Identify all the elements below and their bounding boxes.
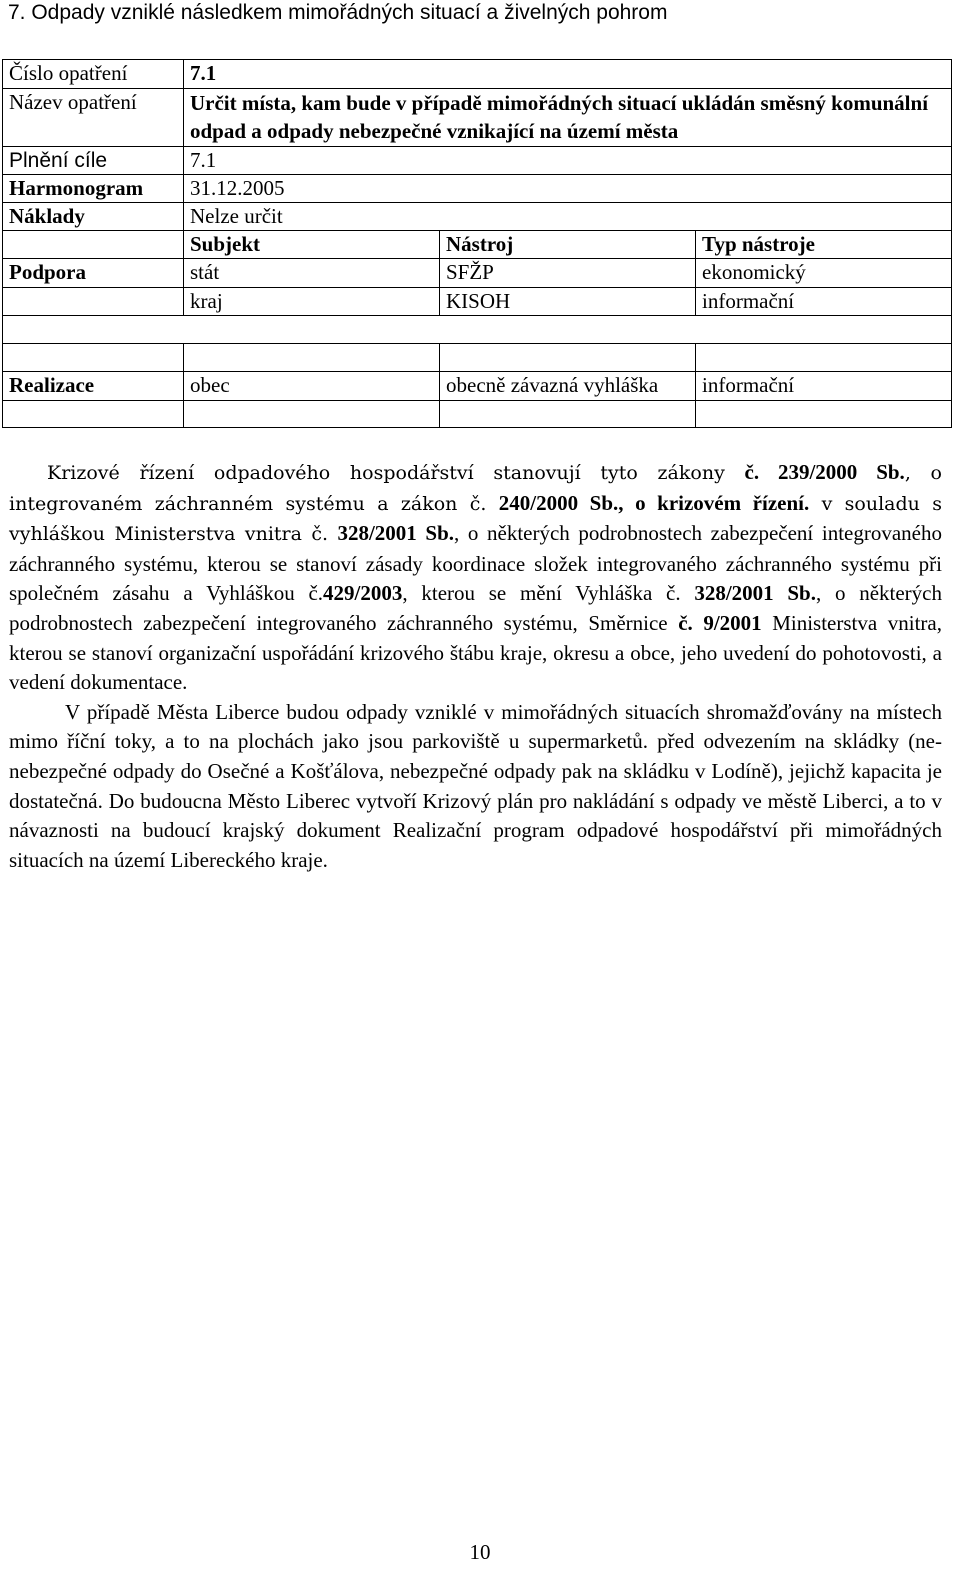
header-nastroj: Nástroj bbox=[440, 231, 696, 259]
row-empty bbox=[3, 401, 952, 428]
harmonogram-label: Harmonogram bbox=[3, 175, 184, 203]
empty-cell bbox=[696, 344, 952, 372]
podpora-label: Podpora bbox=[3, 259, 184, 288]
page-number: 10 bbox=[469, 1540, 491, 1564]
row-plneni bbox=[3, 147, 952, 175]
empty-cell bbox=[3, 316, 952, 344]
row-naklady bbox=[3, 203, 952, 231]
section-heading: 7. Odpady vzniklé následkem mimořádných situací a živelných pohrom bbox=[8, 1, 668, 24]
row-cislo bbox=[3, 60, 952, 89]
cislo-value: 7.1 bbox=[184, 60, 952, 89]
harmonogram-value: 31.12.2005 bbox=[184, 175, 952, 203]
empty-cell bbox=[440, 401, 696, 428]
podpora-nastroj: SFŽP bbox=[440, 259, 696, 288]
plneni-label: Plnění cíle bbox=[3, 147, 184, 175]
empty-cell bbox=[184, 344, 440, 372]
row-column-header bbox=[3, 231, 952, 259]
header-subjekt: Subjekt bbox=[184, 231, 440, 259]
row-empty bbox=[3, 316, 952, 344]
podpora-typ: ekonomický bbox=[696, 259, 952, 288]
body-text bbox=[9, 458, 942, 875]
row-nazev bbox=[3, 89, 952, 147]
header-typ: Typ nástroje bbox=[696, 231, 952, 259]
row-podpora-2 bbox=[3, 288, 952, 316]
nazev-label: Název opatření bbox=[3, 89, 184, 147]
row-harmonogram bbox=[3, 175, 952, 203]
nazev-value: Určit místa, kam bude v případě mimořádných situací ukládán směsný komunální odpad a odpady nebezpečné vznikající na území města bbox=[184, 89, 952, 147]
podpora-nastroj: KISOH bbox=[440, 288, 696, 316]
realizace-subjekt: obec bbox=[184, 372, 440, 401]
podpora-subjekt: kraj bbox=[184, 288, 440, 316]
empty-cell bbox=[440, 344, 696, 372]
empty-cell bbox=[696, 401, 952, 428]
naklady-value: Nelze určit bbox=[184, 203, 952, 231]
liberec-paragraph: V případě Města Liberce budou odpady vzniklé v mimořádných situacích shromažďovány na místech mimo říční toky, a to na plochách jako jsou parkoviště u supermarketů. před odvezením na skládky (ne-nebezpečné odpady do Osečné a Košťálova, nebezpečné odpady pak na skládku v Lodíně), jejichž kapacita je dostatečná. Do budoucna Město Liberec vytvoří Krizový plán pro nakládání s odpady ve městě Liberci, a to v návaznosti na budoucí krajský dokument Realizační program odpadové hospodářství při mimořádných situacích na území Libereckého kraje. bbox=[9, 699, 942, 872]
realizace-nastroj: obecně závazná vyhláška bbox=[440, 372, 696, 401]
realizace-typ: informační bbox=[696, 372, 952, 401]
naklady-label: Náklady bbox=[3, 203, 184, 231]
empty-cell bbox=[3, 401, 184, 428]
podpora-subjekt: stát bbox=[184, 259, 440, 288]
empty-cell bbox=[184, 401, 440, 428]
header-empty-cell bbox=[3, 231, 184, 259]
podpora-empty-cell bbox=[3, 288, 184, 316]
podpora-typ: informační bbox=[696, 288, 952, 316]
empty-cell bbox=[3, 344, 184, 372]
realizace-label: Realizace bbox=[3, 372, 184, 401]
row-empty bbox=[3, 344, 952, 372]
measure-table bbox=[2, 59, 952, 428]
row-podpora-1 bbox=[3, 259, 952, 288]
row-realizace bbox=[3, 372, 952, 401]
cislo-label: Číslo opatření bbox=[3, 60, 184, 89]
plneni-value: 7.1 bbox=[184, 147, 952, 175]
legislation-paragraph: Krizové řízení odpadového hospodářství stanovují tyto zákony č. 239/2000 Sb., o integrovaném záchranném systému a zákon č. 240/2000 Sb., o krizovém řízení. v souladu s vyhláškou Ministerstva vnitra č. 328/2001 Sb., o některých podrobnostech zabezpečení integrovaného záchranného systému, kterou se stanoví zásady koordinace složek integrovaného záchranného systému při společném zásahu a Vyhláškou č.429/2003, kterou se mění Vyhláška č. 328/2001 Sb., o některých podrobnostech zabezpečení integrovaného záchranného systému, Směrnice č. 9/2001 Ministerstva vnitra, kterou se stanoví organizační uspořádání krizového štábu kraje, okresu a obce, jeho uvedení do pohotovosti, a vedení dokumentace. bbox=[9, 460, 942, 695]
